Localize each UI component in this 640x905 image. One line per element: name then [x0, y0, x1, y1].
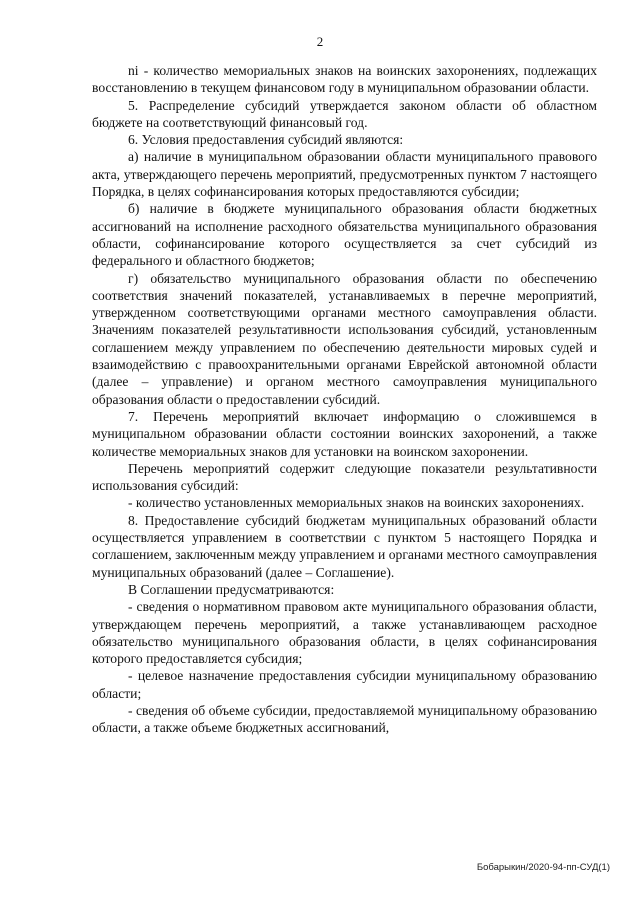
paragraph-7-indicators: Перечень мероприятий содержит следующие показатели результативности использования субсидий: [92, 460, 597, 494]
paragraph-6g: г) обязательство муниципального образования области по обеспечению соответствия значений показателей, устанавливаемых в перечне мероприятий, утвержденном соответствующими органами местного самоуправления области. Значениям показателей результативности использования субсидий, установленным соглашением между управлением по обеспечению деятельности мировых судей и взаимодействию с правоохранительными органами Еврейской автономной области (далее – управление) и органом местного самоуправления муниципального образования области о предоставлении субсидий. [92, 270, 597, 407]
paragraph-7: 7. Перечень мероприятий включает информацию о сложившемся в муниципальном образовании области состоянии воинских захоронений, а также количестве мемориальных знаков для установки на воинском захоронении. [92, 408, 597, 459]
paragraph-agreement-item-3: - сведения об объеме субсидии, предоставляемой муниципальному образованию области, а также объеме бюджетных ассигнований, [92, 702, 597, 736]
paragraph-7-item: - количество установленных мемориальных знаков на воинских захоронениях. [128, 495, 585, 511]
page-number: 2 [316, 34, 324, 49]
paragraph-agreement-item-2: - целевое назначение предоставления субсидии муниципальному образованию области; [92, 668, 597, 701]
paragraph-5: 5. Распределение субсидий утверждается законом области об областном бюджете на соответствующий финансовый год. [92, 97, 597, 130]
paragraph-6: 6. Условия предоставления субсидий являются: [128, 132, 404, 148]
paragraph-agreement-item-1: - сведения о нормативном правовом акте муниципального образования области, утверждающем перечень мероприятий, а также устанавливающем расходное обязательство муниципального образования области, в целях софинансирования которого предоставляется субсидия; [92, 599, 597, 667]
paragraph-agreement-intro: В Соглашении предусматриваются: [128, 581, 335, 597]
paragraph-ni-definition: ni - количество мемориальных знаков на воинских захоронениях, подлежащих восстановлению в текущем финансовом году в муниципальном образовании области. [92, 63, 597, 96]
paragraph-8: 8. Предоставление субсидий бюджетам муниципальных образований области осуществляется управлением в соответствии с пунктом 5 настоящего Порядка и соглашением, заключенным между управлением и органами местного самоуправления муниципальных образований (далее – Соглашение). [92, 512, 597, 580]
document-code: Бобарыкин/2020-94-пп-СУД(1) [476, 862, 610, 873]
paragraph-6b: б) наличие в бюджете муниципального образования области бюджетных ассигнований на исполнение расходного обязательства муниципального образования области, софинансирование которого осуществляется за счет субсидий из федерального и областного бюджетов; [92, 201, 597, 269]
document-body [92, 62, 597, 737]
paragraph-6a: а) наличие в муниципальном образовании области муниципального правового акта, утверждающего перечень мероприятий, предусмотренных пунктом 7 настоящего Порядка, в целях софинансирования которых предоставляются субсидии; [92, 149, 597, 200]
